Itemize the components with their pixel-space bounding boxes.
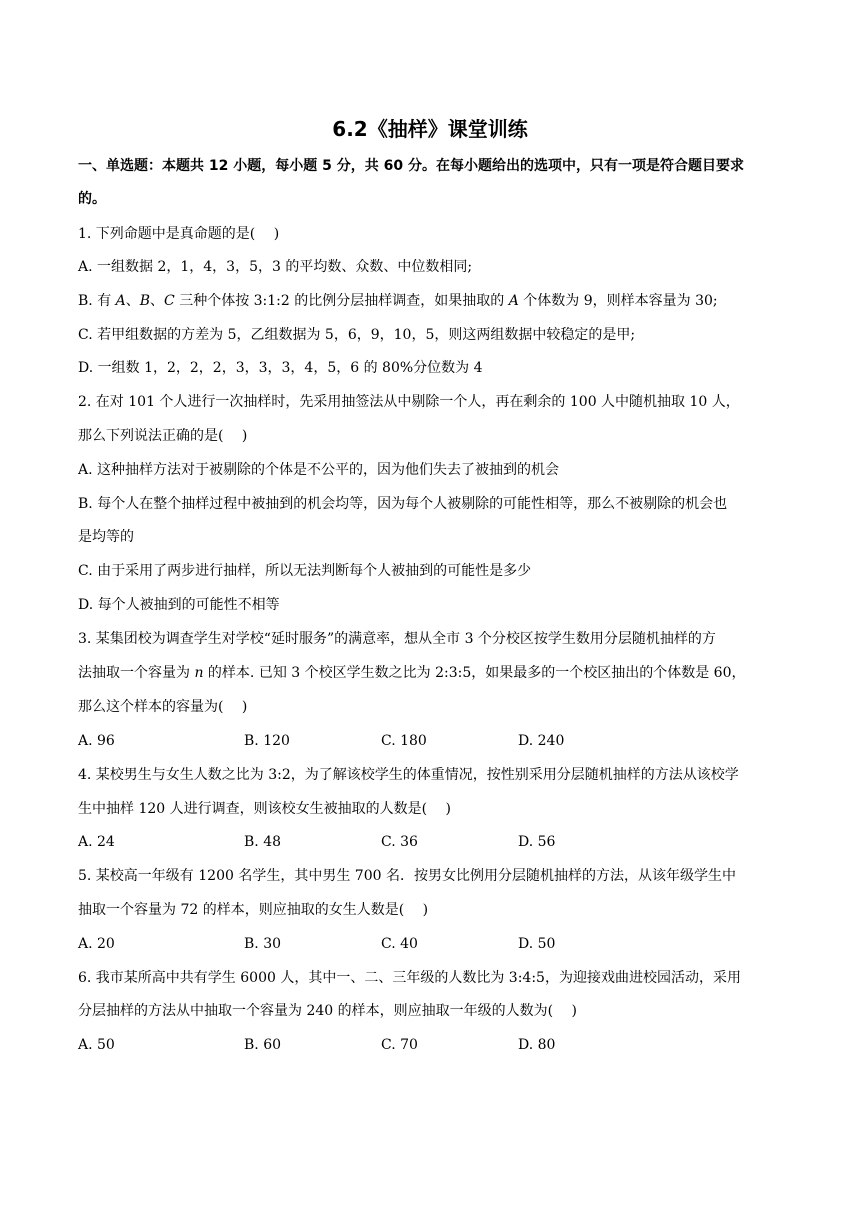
page-title: 6.2《抽样》课堂训练 [332,117,528,141]
question-5-option-a: A. 20 [78,936,115,952]
question-4-option-c: C. 36 [381,834,418,850]
question-2-stem-line-1: 2. 在对 101 个人进行一次抽样时，先采用抽签法从中剔除一个人，再在剩余的 100 人中随机抽取 10 人， [78,394,740,410]
question-2-stem-line-2: 那么下列说法正确的是( ) [78,428,248,444]
question-6-option-b: B. 60 [244,1037,282,1053]
question-3-stem-line-2: 法抽取一个容量为 𝑛 的样本. 已知 3 个校区学生数之比为 2:3:5，如果最多的一个校区抽出的个体数是 60， [78,665,746,681]
question-2-option-b-continued: 是均等的 [78,529,134,545]
question-3-stem-line-3: 那么这个样本的容量为( ) [78,699,248,715]
question-3-stem-line-1: 3. 某集团校为调查学生对学校“延时服务”的满意率，想从全市 3 个分校区按学生数用分层随机抽样的方 [78,631,716,647]
question-2-option-a: A. 这种抽样方法对于被剔除的个体是不公平的，因为他们失去了被抽到的机会 [78,462,560,478]
section-heading-line-1: 一、单选题：本题共 12 小题，每小题 5 分，共 60 分。在每小题给出的选项中，只有一项是符合题目要求 [78,158,744,174]
question-6-stem-line-2: 分层抽样的方法从中抽取一个容量为 240 的样本，则应抽取一年级的人数为( ) [78,1003,577,1019]
question-6-option-c: C. 70 [381,1037,418,1053]
question-1-option-c: C. 若甲组数据的方差为 5，乙组数据为 5，6，9，10，5，则这两组数据中较稳定的是甲; [78,327,636,343]
question-5-option-b: B. 30 [244,936,282,952]
question-3-option-b: B. 120 [244,733,290,749]
question-6-option-a: A. 50 [78,1037,115,1053]
question-1-option-a: A. 一组数据 2，1，4，3，5，3 的平均数、众数、中位数相同; [78,259,473,275]
question-3-option-c: C. 180 [381,733,427,749]
question-5-stem-line-1: 5. 某校高一年级有 1200 名学生，其中男生 700 名．按男女比例用分层随机抽样的方法，从该年级学生中 [78,868,736,884]
question-3-option-a: A. 96 [78,733,115,749]
question-4-option-b: B. 48 [244,834,282,850]
question-1-option-b: B. 有 𝐴、𝐵、𝐶 三种个体按 3:1:2 的比例分层抽样调查，如果抽取的 𝐴 个体数为 9，则样本容量为 30; [78,293,718,309]
question-2-option-d: D. 每个人被抽到的可能性不相等 [78,597,280,613]
question-6-option-d: D. 80 [518,1037,556,1053]
question-1-option-d: D. 一组数 1，2，2，2，3，3，3，4，5，6 的 80%分位数为 4 [78,360,483,376]
question-4-stem-line-2: 生中抽样 120 人进行调查，则该校女生被抽取的人数是( ) [78,801,451,817]
question-2-option-c: C. 由于采用了两步进行抽样，所以无法判断每个人被抽到的可能性是多少 [78,563,532,579]
section-heading-line-2: 的。 [78,191,106,207]
question-2-option-b: B. 每个人在整个抽样过程中被抽到的机会均等，因为每个人被剔除的可能性相等，那么不被剔除的机会也 [78,496,728,512]
question-4-stem-line-1: 4. 某校男生与女生人数之比为 3:2，为了解该校学生的体重情况，按性别采用分层随机抽样的方法从该校学 [78,767,739,783]
question-4-option-d: D. 56 [518,834,556,850]
question-1-stem: 1. 下列命题中是真命题的是( ) [78,226,280,242]
question-5-option-c: C. 40 [381,936,418,952]
question-5-option-d: D. 50 [518,936,556,952]
question-3-option-d: D. 240 [518,733,565,749]
question-6-stem-line-1: 6. 我市某所高中共有学生 6000 人，其中一、二、三年级的人数比为 3:4:5，为迎接戏曲进校园活动，采用 [78,970,741,986]
question-5-stem-line-2: 抽取一个容量为 72 的样本，则应抽取的女生人数是( ) [78,902,429,918]
question-4-option-a: A. 24 [78,834,115,850]
